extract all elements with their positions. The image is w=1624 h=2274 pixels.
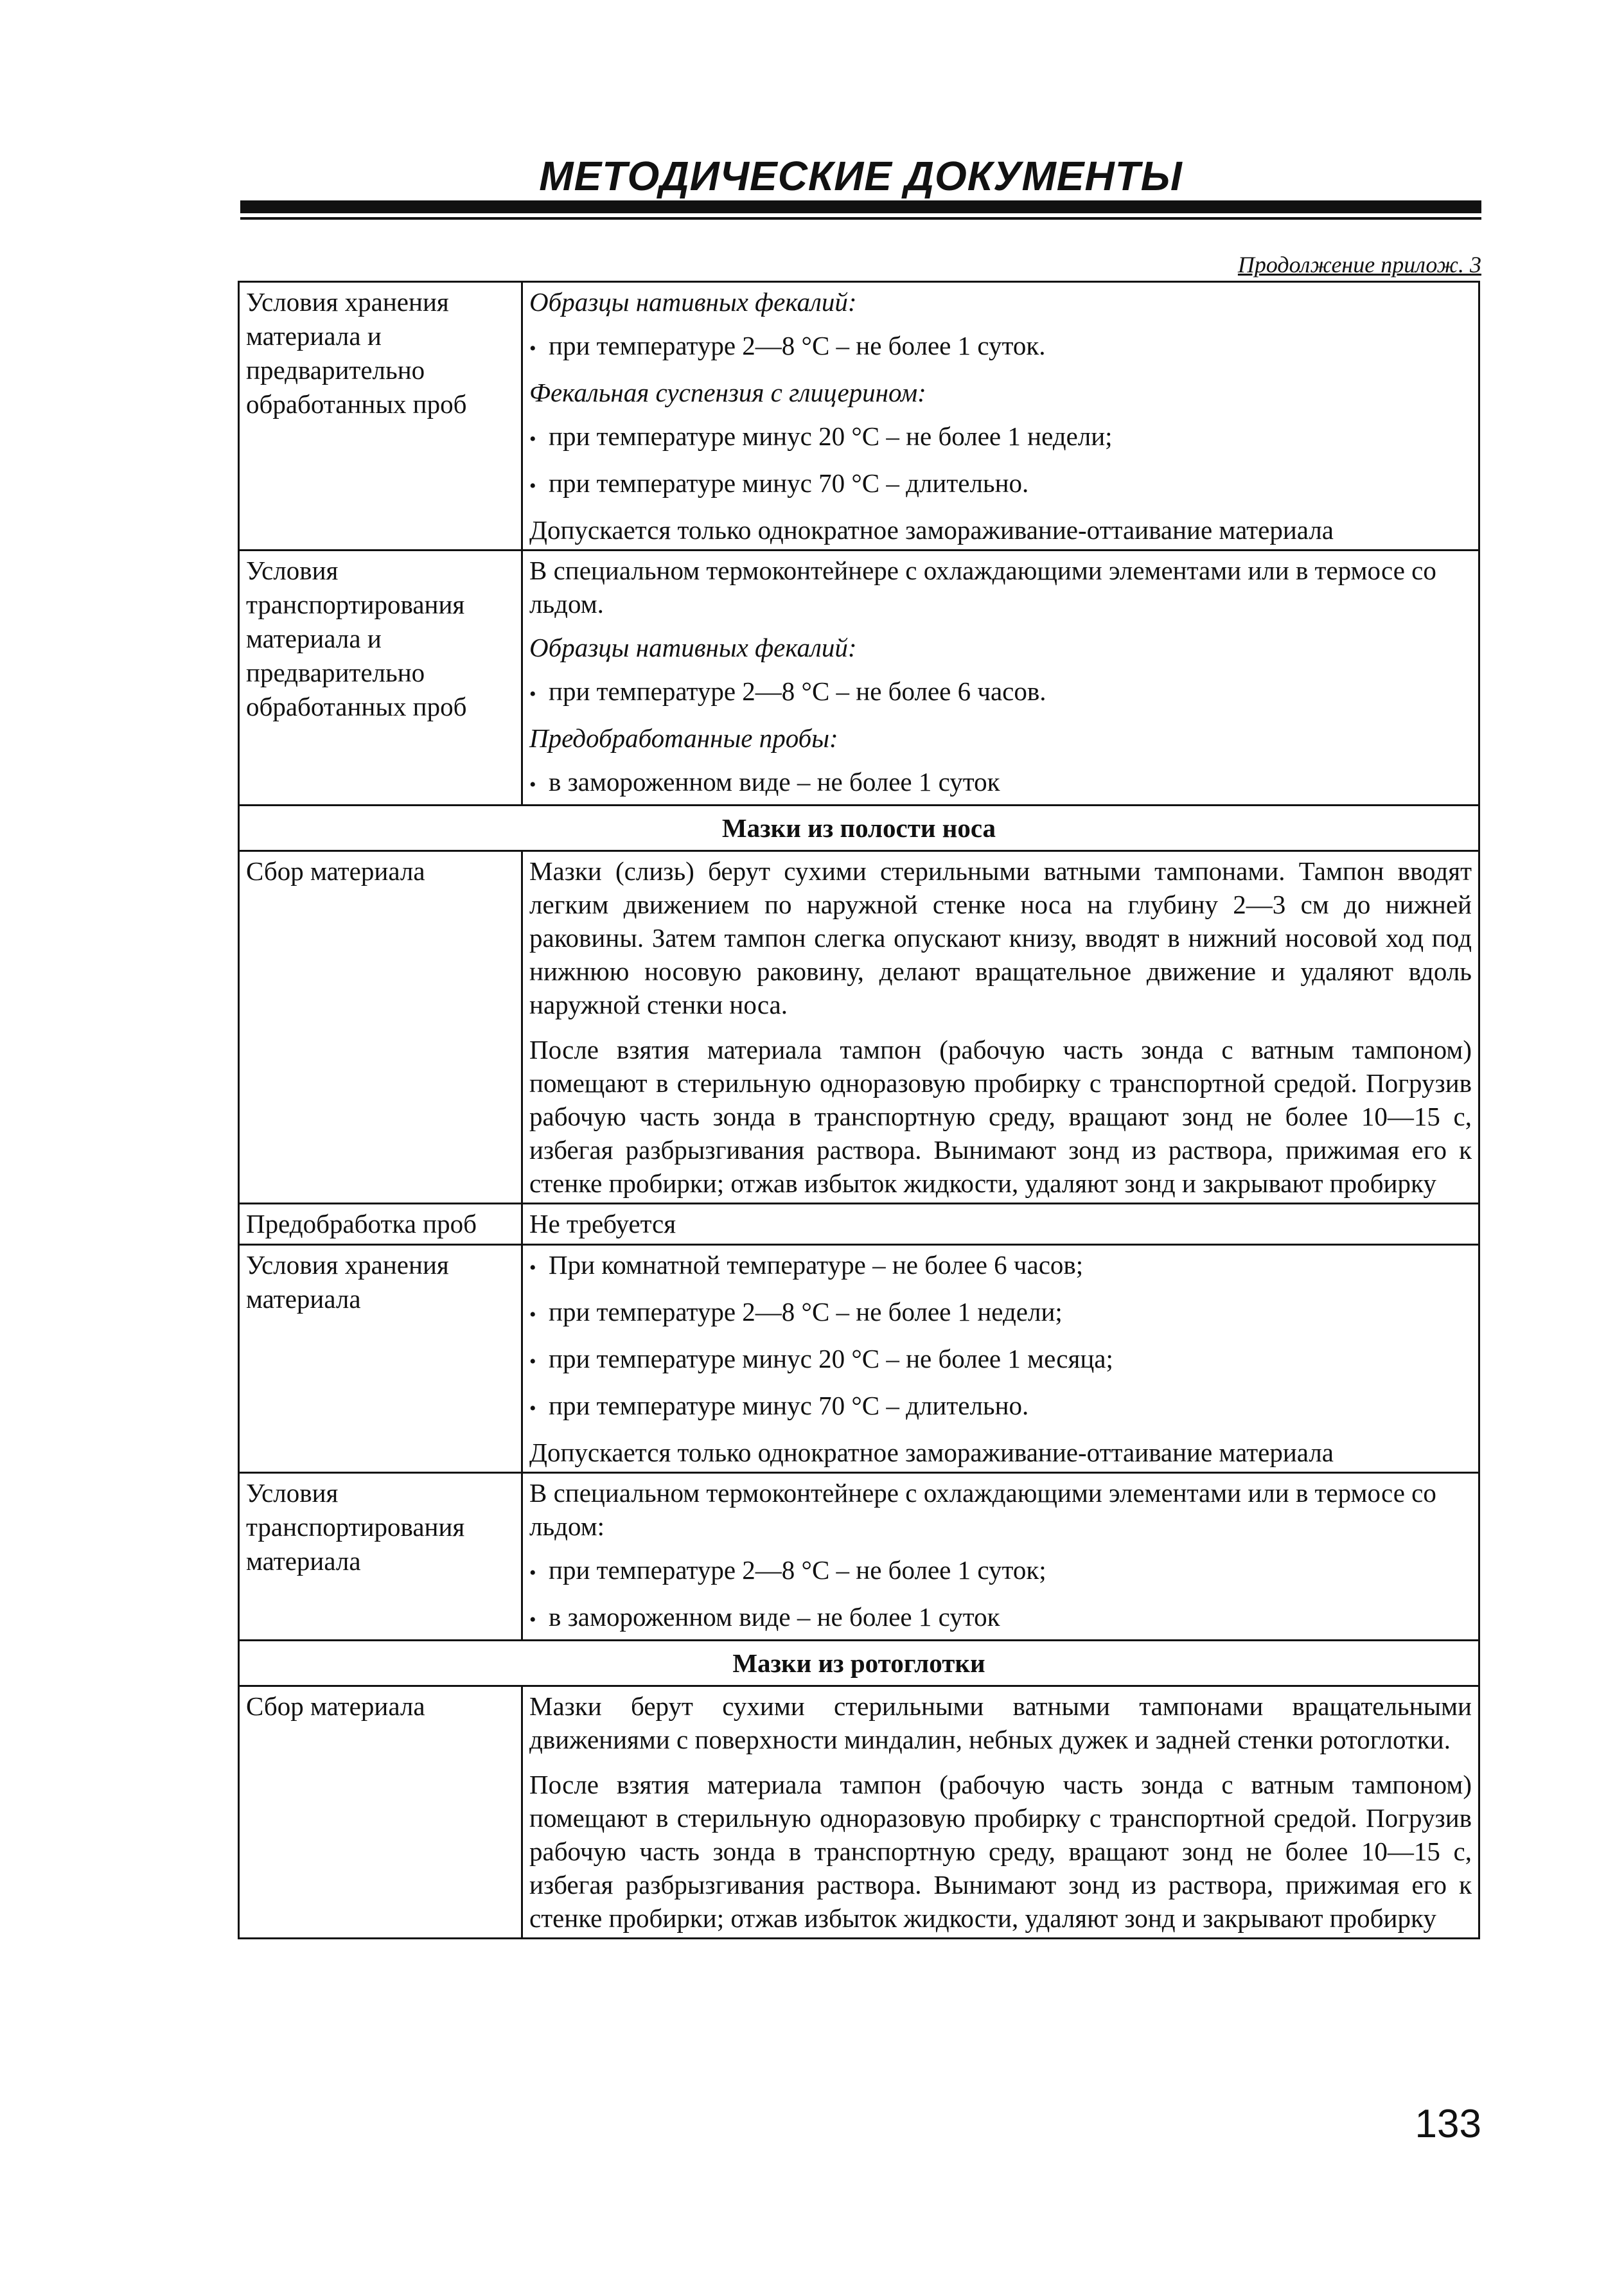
subheading-text: Фекальная суспензия с глицерином: bbox=[529, 378, 926, 407]
bullet-icon: • bbox=[529, 1562, 536, 1583]
paragraph: Мазки берут сухими стерильными ватными тампонами вращательными движениями с поверхности миндалин, небных дужек и задней стенки ротоглотки. bbox=[529, 1691, 1472, 1754]
bullet-item bbox=[529, 674, 1472, 711]
row-label-nasal-collection: Сбор материала bbox=[239, 851, 522, 1204]
bullet-text: при температуре минус 70 °С – длительно. bbox=[549, 468, 1029, 498]
bullet-text: при температуре 2—8 °С – не более 1 суток; bbox=[549, 1555, 1046, 1585]
bullet-text: при температуре 2—8 °С – не более 6 часов. bbox=[549, 676, 1046, 706]
table-row bbox=[239, 1245, 1479, 1473]
appendix-table bbox=[238, 281, 1480, 1939]
continuation-note: Продолжение прилож. 3 bbox=[1237, 252, 1481, 278]
bullet-item bbox=[529, 1553, 1472, 1590]
row-content-storage-conditions bbox=[522, 282, 1479, 551]
bullet-item bbox=[529, 1389, 1472, 1425]
row-label-storage-conditions: Условия хранения материала и предварительно обработанных проб bbox=[239, 282, 522, 551]
row-content-transport-conditions bbox=[522, 551, 1479, 806]
table-row bbox=[239, 282, 1479, 551]
paragraph: После взятия материала тампон (рабочую часть зонда с ватным тампоном) помещают в стерильную одноразовую пробирку с транспортной средой. Погрузив рабочую часть зонда в транспортную среду, вращают зонд не более 10—15 с, избегая разбрызгивания раствора. Вынимают зонд из раствора, прижимая его к стенке пробирки; отжав избыток жидкости, удаляют зонд и закрывают пробирку bbox=[529, 1035, 1472, 1198]
content-text: В специальном термоконтейнере с охлаждающими элементами или в термосе со льдом. bbox=[529, 556, 1436, 619]
row-content-oropharynx-collection bbox=[522, 1686, 1479, 1939]
table-row bbox=[239, 551, 1479, 806]
row-content-nasal-transport bbox=[522, 1473, 1479, 1641]
row-label-nasal-storage: Условия хранения материала bbox=[239, 1245, 522, 1473]
row-label-oropharynx-collection: Сбор материала bbox=[239, 1686, 522, 1939]
bullet-icon: • bbox=[529, 1609, 536, 1630]
bullet-item bbox=[529, 765, 1472, 802]
content-text: В специальном термоконтейнере с охлаждающими элементами или в термосе со льдом: bbox=[529, 1478, 1436, 1541]
bullet-icon: • bbox=[529, 1304, 536, 1325]
page-number: 133 bbox=[1415, 2102, 1481, 2146]
bullet-item bbox=[529, 1342, 1472, 1379]
content-text: Допускается только однократное замораживание-оттаивание материала bbox=[529, 1438, 1334, 1467]
page-header bbox=[240, 141, 1481, 218]
bullet-text: при температуре минус 70 °С – длительно. bbox=[549, 1391, 1029, 1420]
row-label-nasal-transport: Условия транспортирования материала bbox=[239, 1473, 522, 1641]
header-rule-thick bbox=[240, 200, 1481, 213]
section-heading-oropharynx-swabs: Мазки из ротоглотки bbox=[239, 1641, 1479, 1686]
section-row bbox=[239, 1641, 1479, 1686]
table-row bbox=[239, 1473, 1479, 1641]
bullet-icon: • bbox=[529, 475, 536, 497]
bullet-text: в замороженном виде – не более 1 суток bbox=[549, 1602, 1000, 1632]
bullet-item bbox=[529, 329, 1472, 366]
paragraph: После взятия материала тампон (рабочую часть зонда с ватным тампоном) помещают в стерильную одноразовую пробирку с транспортной средой. Погрузив рабочую часть зонда в транспортную среду, вращают зонд не более 10—15 с, избегая разбрызгивания раствора. Вынимают зонд из раствора, прижимая его к стенке пробирки; отжав избыток жидкости, удаляют зонд и закрывают пробирку bbox=[529, 1770, 1472, 1933]
bullet-item bbox=[529, 1600, 1472, 1637]
row-content-pretreatment: Не требуется bbox=[522, 1204, 1479, 1245]
paragraph: Мазки (слизь) берут сухими стерильными ватными тампонами. Тампон вводят легким движением по наружной стенке носа на глубину 2—3 см до нижней раковины. Затем тампон слегка опускают книзу, вводят в нижний носовой ход под нижнюю носовую раковину, делают вращательное движение и удаляют вдоль наружной стенки носа. bbox=[529, 856, 1472, 1019]
bullet-icon: • bbox=[529, 1398, 536, 1419]
bullet-item bbox=[529, 1248, 1472, 1285]
subheading-text: Образцы нативных фекалий: bbox=[529, 287, 857, 317]
bullet-icon: • bbox=[529, 338, 536, 359]
bullet-text: при температуре 2—8 °С – не более 1 недели; bbox=[549, 1297, 1063, 1326]
bullet-icon: • bbox=[529, 428, 536, 450]
bullet-item bbox=[529, 1295, 1472, 1332]
bullet-text: При комнатной температуре – не более 6 часов; bbox=[549, 1250, 1084, 1280]
bullet-item bbox=[529, 466, 1472, 503]
bullet-icon: • bbox=[529, 1351, 536, 1372]
row-content-nasal-storage bbox=[522, 1245, 1479, 1473]
table-row bbox=[239, 851, 1479, 1204]
subheading-text: Предобработанные пробы: bbox=[529, 723, 838, 753]
row-label-pretreatment: Предобработка проб bbox=[239, 1204, 522, 1245]
header-rule-thin bbox=[240, 217, 1481, 220]
bullet-icon: • bbox=[529, 1257, 536, 1278]
bullet-icon: • bbox=[529, 683, 536, 705]
bullet-text: в замороженном виде – не более 1 суток bbox=[549, 767, 1000, 797]
section-heading-nasal-swabs: Мазки из полости носа bbox=[239, 806, 1479, 851]
bullet-icon: • bbox=[529, 774, 536, 795]
bullet-text: при температуре 2—8 °С – не более 1 суток. bbox=[549, 331, 1046, 360]
table-row bbox=[239, 1686, 1479, 1939]
bullet-text: при температуре минус 20 °С – не более 1 недели; bbox=[549, 421, 1113, 451]
section-row bbox=[239, 806, 1479, 851]
subheading-text: Образцы нативных фекалий: bbox=[529, 633, 857, 662]
row-label-transport-conditions: Условия транспортирования материала и предварительно обработанных проб bbox=[239, 551, 522, 806]
row-content-nasal-collection bbox=[522, 851, 1479, 1204]
bullet-text: при температуре минус 20 °С – не более 1 месяца; bbox=[549, 1344, 1113, 1373]
bullet-item bbox=[529, 419, 1472, 456]
page-title: МЕТОДИЧЕСКИЕ ДОКУМЕНТЫ bbox=[539, 153, 1183, 199]
content-text: Допускается только однократное замораживание-оттаивание материала bbox=[529, 515, 1334, 545]
table-row bbox=[239, 1204, 1479, 1245]
